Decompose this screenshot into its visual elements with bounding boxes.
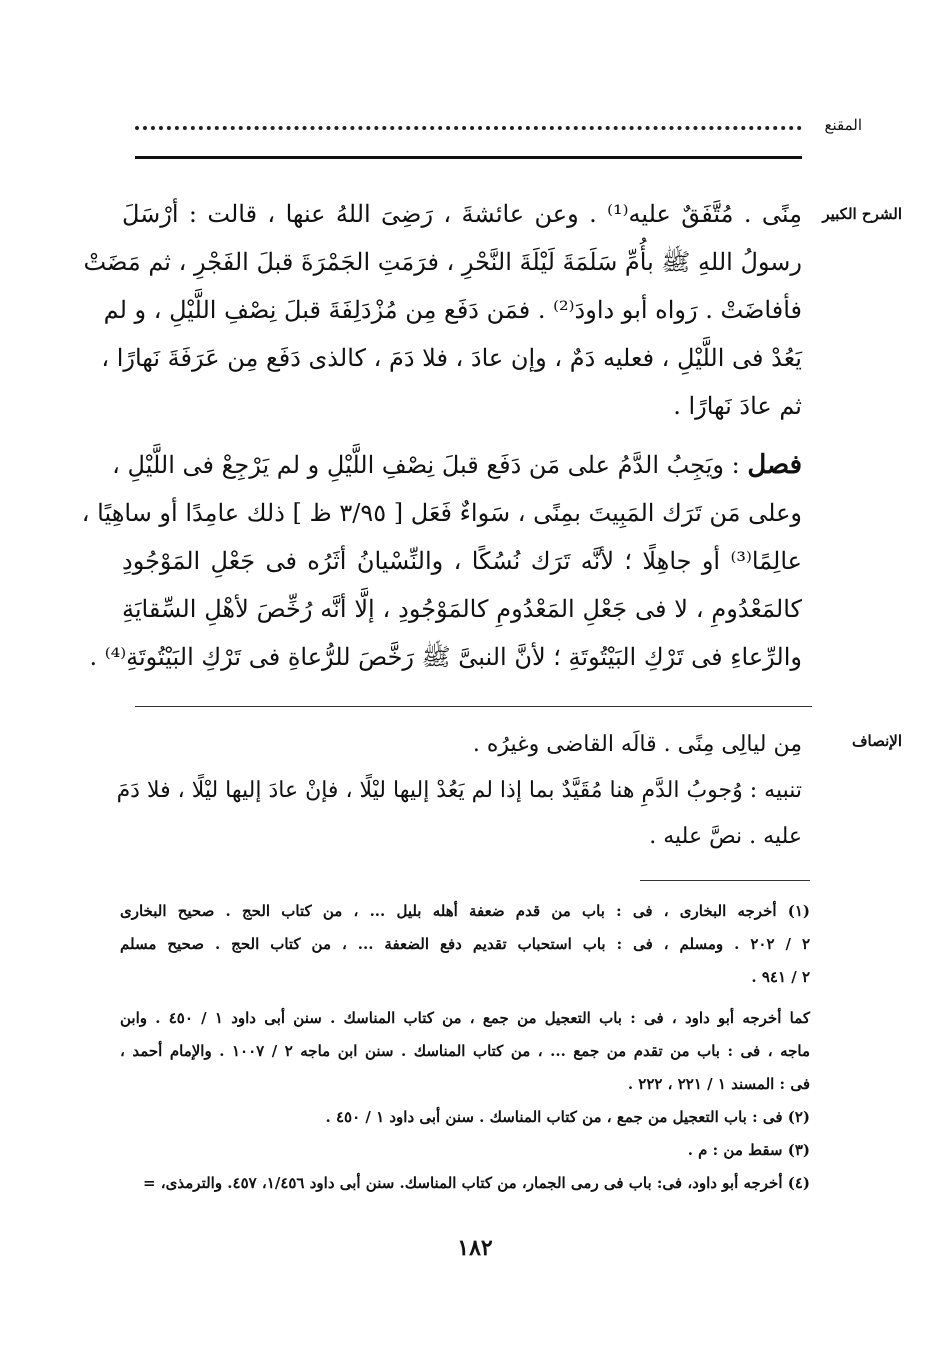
insaf-line: مِن ليالِى مِنًى . قالَه القاضى وغيرُه .	[472, 732, 802, 757]
footnote-2: (٢) فى : باب التعجيل من جمع ، من كتاب المناسك . سنن أبى داود ١ / ٤٥٠ .	[325, 1108, 810, 1126]
footnote-rule	[640, 880, 810, 881]
sharh-line: ثم عادَ نَهارًا .	[673, 392, 802, 420]
fasl-heading: فصل	[747, 450, 802, 480]
sharh-line: مِنًى . مُتَّفَقٌ عليه⁽¹⁾ . وعن عائشةَ ، رَضِىَ اللهُ عنها ، قالت : أرْسَلَ	[122, 200, 803, 228]
sharh-line: يَعُدْ فى اللَّيْلِ ، فعليه دَمٌ ، وإن عادَ ، فلا دَمَ ، كالذى دَفَع مِن عَرَفَةَ نَهارًا ،	[101, 344, 802, 372]
sharh-line: فأفاضَتْ . رَواه أبو داودَ⁽²⁾ . فمَن دَفَع مِن مُزْدَلِفَةَ قبلَ نِصْفِ اللَّيْلِ ، و لم	[103, 296, 802, 324]
fasl-line: والرِّعاءِ فى تَرْكِ البَيْتُوتَةِ ؛ لأنَّ النبىَّ ﷺ رَخَّصَ للرُّعاةِ فى تَرْكِ البَيْتُوتَةِ⁽⁴⁾ .	[89, 643, 802, 671]
footnote-4: (٤) أخرجه أبو داود، فى: باب فى رمى الجمار، من كتاب المناسك. سنن أبى داود ١/٤٥٦، ٤٥٧. والترمذى، =	[143, 1174, 810, 1192]
dotted-divider	[135, 126, 802, 130]
footnote-1b-line: فى : المسند ١ / ٢٢١ ، ٢٢٢ .	[627, 1075, 810, 1093]
book-title: المقنع	[824, 116, 862, 134]
fasl-line-text: : ويَجِبُ الدَّمُ على مَن دَفَع قبلَ نِصْفِ اللَّيْلِ و لم يَرْجِعْ فى اللَّيْلِ ،	[112, 451, 740, 479]
footnotes	[120, 895, 810, 1200]
footnote-1-line: ٢ / ٢٠٢ . ومسلم ، فى : باب استحباب تقديم دفع الضعفة ... ، من كتاب الحج . صحيح مسلم	[120, 935, 810, 953]
page-number: ١٨٢	[457, 1235, 493, 1261]
footnote-1-line: ٢ / ٩٤١ .	[751, 968, 810, 986]
insaf-line: عليه . نصَّ عليه .	[649, 824, 802, 849]
footnote-1b-line: كما أخرجه أبو داود ، فى : باب التعجيل من جمع ، من كتاب المناسك . سنن أبى داود ١ / ٤٥٠ . وابن	[120, 1009, 811, 1027]
sharh-label: الشرح الكبير	[822, 205, 902, 223]
insaf-label: الإنصاف	[851, 732, 902, 750]
insaf-text	[116, 722, 802, 860]
insaf-line: تنبيه : وُجوبُ الدَّمِ هنا مُقَيَّدٌ بما إذا لم يَعُدْ إليها ليْلًا ، فإنْ عادَ إليها ليْلًا ، فلا دَمَ	[116, 778, 802, 803]
header-rule	[135, 156, 802, 159]
footnote-1-line: (١) أخرجه البخارى ، فى : باب من قدم ضعفة أهله بليل ... ، من كتاب الحج . صحيح البخارى	[120, 902, 810, 920]
fasl-line: عالِمًا⁽³⁾ أو جاهِلًا ؛ لأنَّه تَرَك نُسُكًا ، والنِّسْيانُ أثَرُه فى جَعْلِ المَوْجُودِ	[122, 547, 802, 575]
footnote-3: (٣) سقط من : م .	[687, 1141, 810, 1159]
section-divider	[135, 706, 812, 707]
fasl-line: وعلى مَن تَرَك المَبِيتَ بمِنًى ، سَواءٌ فَعَل [ ٣/٩٥ ظ ] ذلك عامِدًا أو ساهِيًا ،	[81, 499, 802, 527]
footnote-1b-line: ماجه ، فى : باب من تقدم من جمع ... ، من كتاب المناسك . سنن ابن ماجه ٢ / ١٠٠٧ . والإمام أحمد ،	[120, 1042, 810, 1060]
fasl-section	[81, 441, 802, 681]
fasl-line: كالمَعْدُومِ ، لا فى جَعْلِ المَعْدُومِ كالمَوْجُودِ ، إلَّا أنَّه رُخِّصَ لأهْلِ السِّقايَةِ	[122, 595, 802, 623]
sharh-text	[83, 190, 803, 430]
sharh-line: رسولُ اللهِ ﷺ بأُمِّ سَلَمَةَ لَيْلَةَ النَّحْرِ ، فرَمَتِ الجَمْرَةَ قبلَ الفَجْرِ ، ثم مَضَتْ	[83, 248, 802, 276]
fasl-line	[112, 441, 802, 489]
